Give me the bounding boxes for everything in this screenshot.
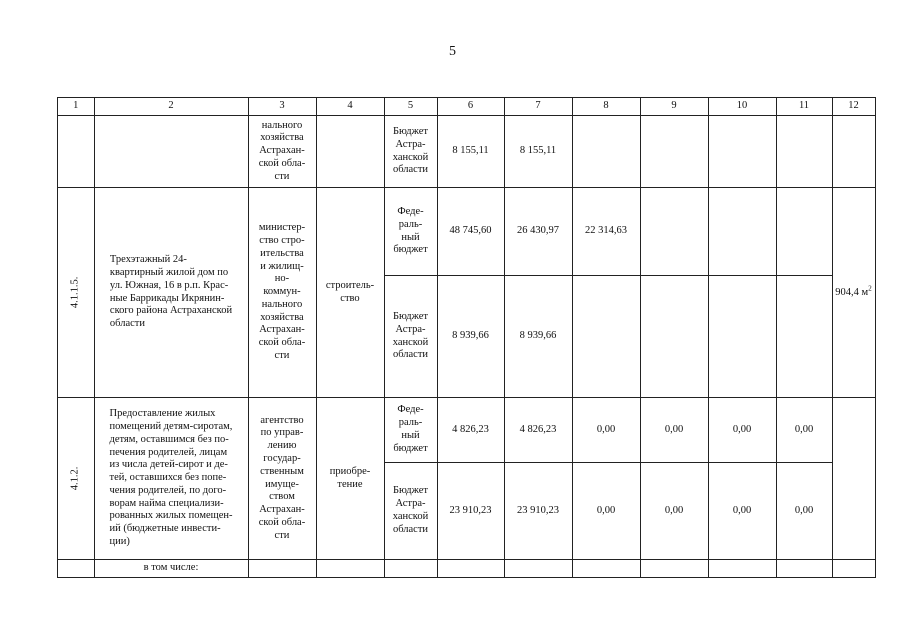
header-cell: 12 <box>832 98 875 116</box>
header-cell: 1 <box>58 98 95 116</box>
table-row <box>58 188 876 276</box>
value-cell: 22 314,63 <box>572 188 640 276</box>
value-cell: 48 745,60 <box>437 188 504 276</box>
header-cell: 2 <box>94 98 248 116</box>
value-cell: 26 430,97 <box>504 188 572 276</box>
header-cell: 5 <box>384 98 437 116</box>
source-cell: Феде- раль- ный бюджет <box>384 398 437 463</box>
row-number: 4.1.1.5. <box>69 276 81 309</box>
value-cell: 8 155,11 <box>504 116 572 188</box>
value-cell: 0,00 <box>640 463 708 560</box>
header-cell: 3 <box>248 98 316 116</box>
table-row <box>58 398 876 463</box>
header-cell: 7 <box>504 98 572 116</box>
executor-cell: нального хозяйства Астрахан- ской обла- сти <box>248 116 316 188</box>
value-cell: 0,00 <box>572 398 640 463</box>
area-value: 904,4 м <box>835 287 869 299</box>
value-cell: 23 910,23 <box>437 463 504 560</box>
value-cell <box>640 560 708 578</box>
header-cell: 10 <box>708 98 776 116</box>
value-cell <box>572 560 640 578</box>
type-cell: приобре- тение <box>316 398 384 560</box>
value-cell <box>776 116 832 188</box>
value-cell: 4 826,23 <box>504 398 572 463</box>
type-cell: строитель- ство <box>316 188 384 398</box>
name-cell: Предоставление жилых помещений детям-сиротам, детям, оставшимся без по- печения родителей, лицам из числа детей-сирот и де- тей, оставшихся без попе- чения родителей, по дого- ворам найма специализи- рованных жилых помещен- ий (бюджетные инвести- ции) <box>94 398 248 560</box>
value-cell: 0,00 <box>640 398 708 463</box>
header-row <box>58 98 876 116</box>
value-cell <box>832 560 875 578</box>
value-cell: 0,00 <box>572 463 640 560</box>
num-cell <box>58 188 95 398</box>
name-cell <box>94 116 248 188</box>
header-cell: 9 <box>640 98 708 116</box>
value-cell <box>708 116 776 188</box>
value-cell: 0,00 <box>776 398 832 463</box>
source-cell: Бюджет Астра- ханской области <box>384 276 437 398</box>
value-cell <box>776 560 832 578</box>
value-cell <box>504 560 572 578</box>
executor-cell <box>248 560 316 578</box>
value-cell <box>708 188 776 276</box>
name-cell: Трехэтажный 24- квартирный жилой дом по ул. Южная, 16 в р.п. Крас- ные Баррикады Икрянин- ского района Астраханской области <box>94 188 248 398</box>
type-cell <box>316 560 384 578</box>
table-row <box>58 116 876 188</box>
executor-cell: агентство по управ- лению государ- ственным имуще- ством Астрахан- ской обла- сти <box>248 398 316 560</box>
program-table <box>57 97 876 578</box>
header-cell: 11 <box>776 98 832 116</box>
value-cell <box>572 276 640 398</box>
value-cell <box>640 188 708 276</box>
value-cell: 8 939,66 <box>437 276 504 398</box>
executor-cell: министер- ство стро- ительства и жилищ- но- коммун- нального хозяйства Астрахан- ской обла- сти <box>248 188 316 398</box>
header-cell: 8 <box>572 98 640 116</box>
header-cell: 6 <box>437 98 504 116</box>
area-unit-sup: 2 <box>868 284 872 293</box>
source-cell: Бюджет Астра- ханской области <box>384 463 437 560</box>
value-cell <box>640 276 708 398</box>
source-cell: Бюджет Астра- ханской области <box>384 116 437 188</box>
num-cell <box>58 116 95 188</box>
value-cell: 0,00 <box>776 463 832 560</box>
source-cell <box>384 560 437 578</box>
value-cell: 0,00 <box>708 463 776 560</box>
num-cell <box>58 560 95 578</box>
source-cell: Феде- раль- ный бюджет <box>384 188 437 276</box>
value-cell <box>776 188 832 276</box>
value-cell <box>437 560 504 578</box>
area-cell <box>832 398 875 560</box>
value-cell <box>708 276 776 398</box>
header-cell: 4 <box>316 98 384 116</box>
area-cell <box>832 188 875 398</box>
value-cell: 0,00 <box>708 398 776 463</box>
value-cell <box>572 116 640 188</box>
value-cell <box>708 560 776 578</box>
value-cell: 4 826,23 <box>437 398 504 463</box>
table-row <box>58 560 876 578</box>
num-cell <box>58 398 95 560</box>
page-number: 5 <box>449 44 456 59</box>
value-cell <box>776 276 832 398</box>
name-cell: в том числе: <box>94 560 248 578</box>
value-cell: 23 910,23 <box>504 463 572 560</box>
value-cell <box>832 116 875 188</box>
row-number: 4.1.2. <box>69 466 81 491</box>
value-cell: 8 155,11 <box>437 116 504 188</box>
type-cell <box>316 116 384 188</box>
value-cell <box>640 116 708 188</box>
value-cell: 8 939,66 <box>504 276 572 398</box>
